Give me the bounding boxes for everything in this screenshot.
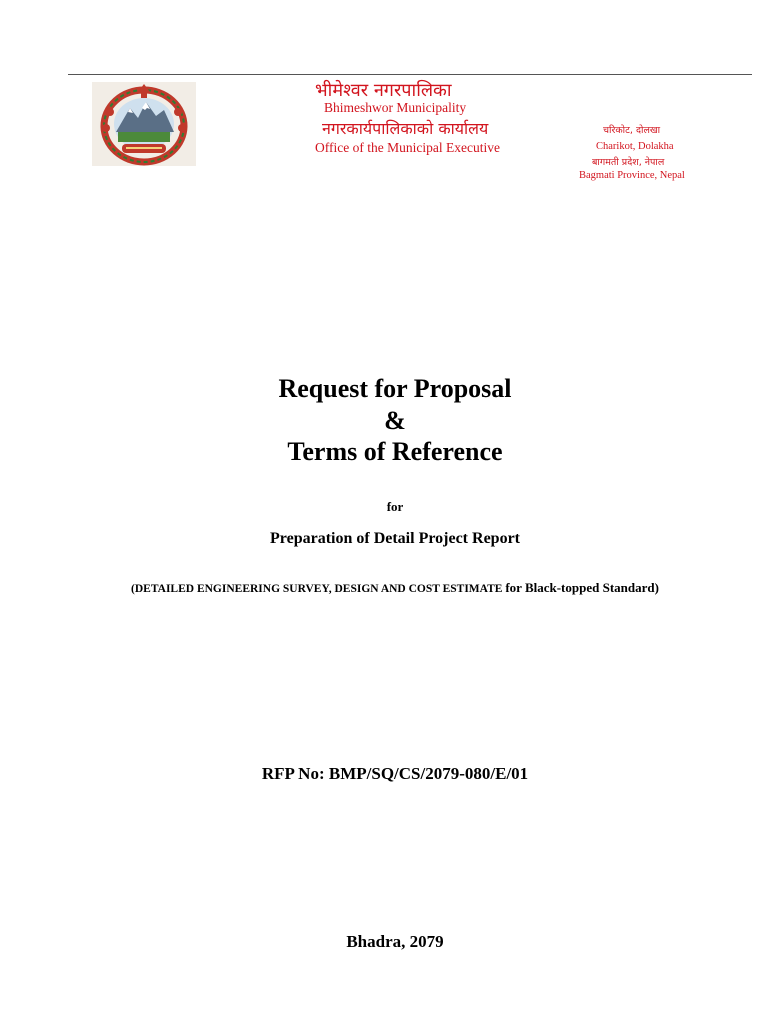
for-label: for [386,499,404,514]
address-line-nepali-2: बागमती प्रदेश, नेपाल [592,157,665,168]
subtitle-caps: (DETAILED ENGINEERING SURVEY, DESIGN AND COST ESTIMATE [131,583,506,595]
address-line-english-1: Charikot, Dolakha [596,141,674,152]
office-name-english: Office of the Municipal Executive [315,140,500,155]
address-line-nepali-1: चरिकोट, दोलखा [603,125,661,136]
document-title-line-1: Request for Proposal [278,374,512,403]
document-title-line-3: Terms of Reference [287,437,503,466]
municipality-name-english: Bhimeshwor Municipality [324,100,467,115]
document-title-line-2: & [384,406,406,435]
municipality-name-nepali: भीमेश्वर नगरपालिका [315,80,452,101]
project-subtitle [0,580,770,596]
header-rule [68,74,752,75]
office-name-nepali: नगरकार्यपालिकाको कार्यालय [322,119,489,138]
subtitle-rest: for Black-topped Standard) [505,580,659,595]
document-date: Bhadra, 2079 [346,932,444,951]
nepal-emblem-icon [92,82,196,166]
project-title: Preparation of Detail Project Report [270,530,520,547]
rfp-number: RFP No: BMP/SQ/CS/2079-080/E/01 [261,764,529,783]
address-line-english-2: Bagmati Province, Nepal [579,170,685,181]
